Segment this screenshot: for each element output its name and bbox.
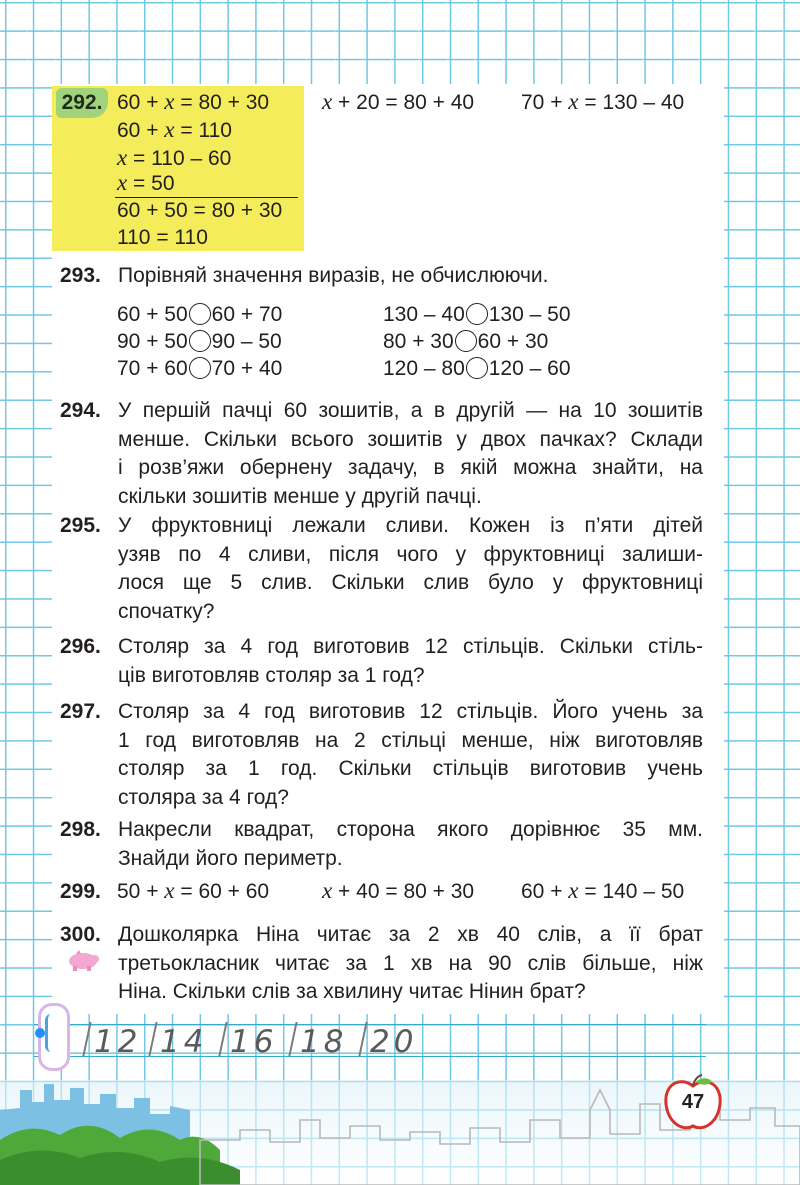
comparison-row: 130 – 40 130 – 50	[383, 303, 571, 326]
problem-number: 294.	[60, 399, 101, 422]
problem-text: Накресли квадрат, сторона якого дорівнює 35 мм. Знайди його периметр.	[118, 818, 703, 870]
slant-guide	[358, 1022, 367, 1056]
grid-top-band	[0, 0, 800, 70]
problem-number: 300.	[60, 923, 101, 946]
problem-text: У першій пачці 60 зошитів, а в другій — на 10 зошитів менше. Скільки всього зошитів у двох пачках? Склади і розв’яжи обернену задачу, в якій можна знайти, на скільки зошитів менше у другій пачці.	[118, 399, 703, 508]
problem-294	[60, 397, 703, 508]
problem-number: 296.	[60, 635, 101, 658]
compare-circle	[466, 357, 488, 379]
piggy-bank-icon	[64, 948, 102, 972]
solution-step: x = 110 – 60	[117, 145, 232, 170]
problem-292-number: 292.	[56, 88, 108, 118]
handwritten-number: 14	[160, 1024, 208, 1060]
problem-number: 293.	[60, 264, 101, 287]
comparison-row: 80 + 30 60 + 30	[383, 330, 549, 353]
comparison-row: 90 + 50 90 – 50	[117, 330, 282, 353]
comparison-row: 70 + 60 70 + 40	[117, 357, 283, 380]
problem-number: 298.	[60, 818, 101, 841]
problem-number: 299.	[60, 880, 101, 903]
compare-circle	[189, 357, 211, 379]
problem-text: Дошколярка Ніна читає за 2 хв 40 слів, а її брат третьокласник читає за 1 хв на 90 слів більше, ніж Ніна. Скільки слів за хвилину читає Нінин брат?	[118, 923, 703, 1003]
compare-circle	[466, 303, 488, 325]
handwritten-number: 12	[94, 1024, 142, 1060]
slant-guide	[82, 1022, 91, 1056]
equation-292-2: x + 20 = 80 + 40	[322, 89, 475, 114]
handwritten-number: 18	[300, 1024, 348, 1060]
problem-text: Столяр за 4 год виготовив 12 стільців. Його учень за 1 год виготовляв на 2 стільці менше, ніж виготовляв столяр за 1 год. Скільки стільців виготовив учень столяра за 4 год?	[118, 700, 703, 809]
comparison-row: 60 + 50 60 + 70	[117, 303, 283, 326]
slant-guide	[218, 1022, 227, 1056]
problem-296	[60, 633, 703, 687]
handwritten-number: 20	[370, 1024, 418, 1060]
equation-292-3: 70 + x = 130 – 40	[521, 89, 685, 114]
problem-295	[60, 512, 703, 623]
comparison-row: 120 – 80 120 – 60	[383, 357, 571, 380]
problem-298	[60, 816, 703, 870]
digit-zero-icon	[38, 1003, 70, 1071]
compare-circle	[189, 303, 211, 325]
problem-text: У фруктовниці лежали сливи. Кожен із п’яти дітей узяв по 4 сливи, після чого у фруктовниці залиши- лося ще 5 слив. Скільки слив було у фруктовниці спочатку?	[118, 514, 703, 623]
equation-292-1: 60 + x = 80 + 30	[117, 89, 270, 114]
equation-299-1: 50 + x = 60 + 60	[117, 878, 270, 903]
problem-293	[60, 262, 549, 291]
page-number: 47	[681, 1091, 705, 1113]
compare-circle	[455, 330, 477, 352]
solution-step: x = 50	[117, 170, 175, 195]
problem-text: Порівняй значення виразів, не обчислюючи.	[118, 264, 549, 287]
check-step: 110 = 110	[117, 226, 208, 249]
handwritten-number: 16	[230, 1024, 278, 1060]
problem-number: 297.	[60, 700, 101, 723]
solution-step: 60 + x = 110	[117, 117, 232, 142]
equation-299-2: x + 40 = 80 + 30	[322, 878, 475, 903]
problem-text: Столяр за 4 год виготовив 12 стільців. Скільки стіль- ців виготовляв столяр за 1 год?	[118, 635, 703, 687]
slant-guide	[288, 1022, 297, 1056]
check-step: 60 + 50 = 80 + 30	[117, 199, 283, 222]
slant-guide	[148, 1022, 157, 1056]
problem-number: 295.	[60, 514, 101, 537]
problem-297	[60, 698, 703, 809]
compare-circle	[189, 330, 211, 352]
solution-divider	[115, 197, 298, 198]
equation-299-3: 60 + x = 140 – 50	[521, 878, 685, 903]
problem-300	[60, 921, 703, 1003]
problem-299	[60, 878, 118, 907]
